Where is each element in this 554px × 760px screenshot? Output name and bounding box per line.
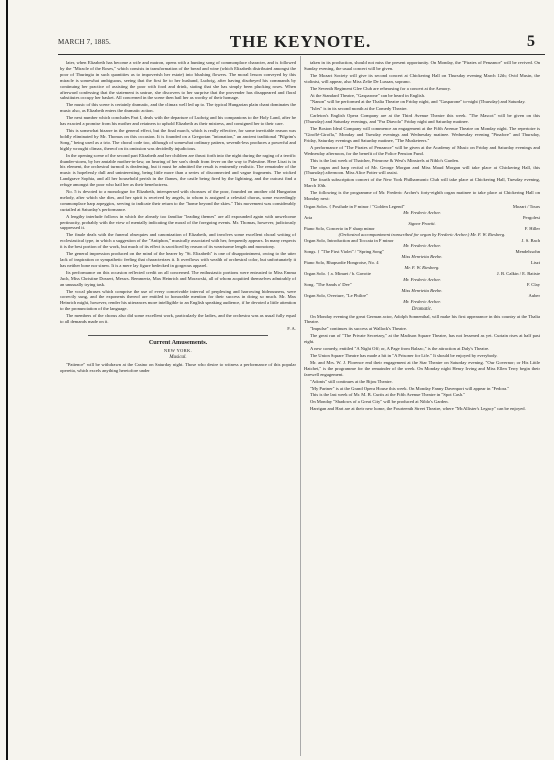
issue-date: MARCH 7, 1885. [58,38,111,46]
program-piece: Aria [304,215,313,221]
column-divider [300,56,301,756]
news-paragraph: This is the last week of Mr. M. B. Curtis at the Fifth Avenue Theatre in "Spot Cash." [310,392,466,398]
news-paragraph: The great run of "The Private Secretary," at the Madison Square Theatre, has not lessened as yet. Curtain rises at half past eight. [304,333,540,345]
page-header [58,32,543,52]
program-composer: Mozart / Tours [512,203,540,209]
program-composer: F. Clay [526,282,540,288]
news-paragraph: The Mozart Society will give its second concert at Chickering Hall on Thursday evening March 12th; Ovid Musin, the violinist, will appear, also Miss Zelie De Lussan, soprano. [304,72,540,84]
news-paragraph: "My Partner" is at the Grand Opera House this week. On Monday Fanny Davenport will appear in "Fedora." [310,385,510,391]
dramatic-heading: Dramatic. [411,306,433,312]
left-column [60,60,296,754]
news-paragraph: "Impulse" continues its success at Wallack's Theatre. [310,326,408,332]
program-piece: Songs. { "The First Violet" / "Spring Song" [304,248,384,254]
news-paragraph: Harrigan and Hart are at their new home, the Fourteenth Street Theatre, where "McAllister's Legacy" can be enjoyed. [310,406,526,412]
news-paragraph: A performance of "The Pirates of Penzance" will be given at the Academy of Music on Friday and Saturday evenings and Wednesday afternoon, for the benefit of the Police Pension Fund. [304,144,540,156]
program-composer: Mendelssohn [515,248,540,254]
news-paragraph: On Monday evening the great German actor, Adolph Sonnenthal, will make his first appearance in this country at the Thalia Theatre. [304,313,540,325]
news-items [304,60,540,202]
article-paragraph: The music of this scene is certainly dramatic, and the climax well led up to. The typical Hungarian plain chant dominates the music also, as Elizabeth enters the dramatic action. [60,102,296,114]
program-performer: (Orchestral accompaniment transcribed for organ by Frederic Archer.) Mr. F. W. Riesberg. [338,231,506,237]
news-paragraph: The Union Square Theatre has made a hit in "A Prisoner for Life." It should be enjoyed by everybody. [310,352,498,358]
article-paragraph: This is somewhat bizarre in the general effect, but the final march, which is really effective, for some inevitable reason was boldly eliminated by Mr. Thomas on this occasion. It is founded on a Gregorian "intonation," an ancient traditional "Pilgrim's Song," being used as a trio. The choral code too, although of somewhat ordinary pattern, seventh-less produces a powerful and highly wrought climax, thereof on its omission was decidedly injudicious. [60,127,296,151]
program-piece: Song. "The Sands o' Dee" [304,282,352,288]
program-composer: J. B. Calkin / E. Batiste [496,271,540,277]
city-heading: NEW YORK. [163,347,193,353]
news-paragraph: "Nanon" will be performed at the Thalia Theatre on Friday night, and "Gasparone" to-night (Thursday) and Saturday. [310,99,526,105]
news-paragraph: This is the last week of Thatcher, Primrose & West's Minstrels at Niblo's Garden. [310,157,460,163]
program-performer: Signor Praetti. [408,220,436,226]
news-paragraph: The Seventh Regiment Glee Club are rehearsing for a concert at the Armory. [310,85,451,91]
news-paragraph: At the Standard Theatre, "Gasparone" can be heard in English. [310,92,426,98]
news-paragraph: A new comedy, entitled "A Night Off; or, A Page from Balzac," is the attraction at Daly's Theatre. [310,346,490,352]
program-piece: Organ Solo, Overture, "Le Philtre" [304,293,368,299]
masthead-title: THE KEYNOTE. [229,32,372,51]
program-performer: Mr. Frederic Archer. [403,209,441,215]
news-paragraph: The fourth subscription concert of the New York Philharmonic Club will take place at Chickering Hall, Tuesday evening, March 10th. [304,177,540,189]
program-performer: Miss Henrietta Beebe. [401,287,443,293]
news-paragraph: The Boston Ideal Company will commence an engagement at the Fifth Avenue Theatre on Monday night. The repertoire is "Giroflé-Girofla," Monday and Tuesday evenings and Wednesday matinee. Wednesday evening "Pinafore" and Thursday, Friday, Saturday evenings and Saturday matinee, "The Musketeers." [304,126,540,143]
program-composer: Liszt [530,259,540,265]
article-paragraph: No. 5 is devoted to a monologue for Elizabeth, interspersed with choruses of the poor, founded on another old Hungarian melody, after which she dies, and her spirit is received by angels, to whom is assigned a celestial chorus, some exceedingly commonplace harp arpeggios, serving to indicate their return to the "home beyond the skies." This movement was considerably curtailed at Saturday's performance. [60,189,296,212]
article-paragraph: The vocal phrases which comprise the use of every conceivable interval of perplexing and harrowing hideousness, were correctly sung, and the exponents thereof are entitled to honorable mention for their success in doing so much. Mr. Max Heinrich might, however, render his utterances more intelligible to an English speaking audience, if he devoted a little attention to the pronunciation of the language. [60,288,296,312]
binding-edge [6,0,8,760]
article-paragraph: The general impression produced on the mind of the hearer by "St. Elizabeth" is one of disappointment, owing to the utter lack of inspiration or sympathetic feeling that characterizes it. It overflows with wealth of orchestral color, but unfortunately it has neither bone nor sinew. It is a mere lay figure bedecked in gorgeous apparel. [60,251,296,268]
news-paragraph: Mr. and Mrs. W. J. Florence end their engagement at the Star Theatre on Saturday evening. "Our Governor; or His Little Hatchet," is the programme for the remainder of the week. On Monday night Henry Irving and Miss Ellen Terry begin their farewell engagement. [304,359,540,377]
program-composer: J. S. Bach [521,237,540,243]
page-number: 5 [527,33,535,50]
review-text [60,60,296,325]
program-composer: F. Hiller [524,226,540,232]
news-paragraph: On Monday "Shadows of a Great City" will be produced at Niblo's Garden. [310,399,449,405]
article-paragraph: The next number which concludes Part I, deals with the departure of Ludwig and his companions to the Holy Land, after he has exacted a promise from his mother and retainers to uphold Elizabeth as their mistress, and consigned her to their care. [60,115,296,127]
program-piece: Organ Solo. { a. Minuet / b. Gavotte [304,271,371,277]
program-performer: Mr. Frederic Archer. [403,243,441,249]
subsection-heading: Musical. [169,354,187,360]
news-paragraph: "Isles" is in its second month at the Comedy Theatre. [310,106,408,112]
news-paragraph: The following is the programme of Mr. Frederic Archer's forty-eighth organ matinee to take place at Chickering Hall on Monday next: [304,190,540,202]
news-paragraph: "Adonis" still continues at the Bijou Theatre. [310,378,393,384]
news-paragraph: The organ and harp recital of Mr. George Morgan and Miss Maud Morgan will take place at Chickering Hall, this (Thursday) afternoon. Miss Alice Potter will assist. [304,164,540,176]
program-piece: Organ Solos. { Postlude in F minor / "Golden Legend" [304,203,405,209]
article-paragraph: The members of the chorus also did some excellent work, particularly the ladies, and the orchestra was as usual fully equal to all demands made on it. [60,313,296,325]
article-paragraph: A lengthy interlude follows in which the already too familiar "leading themes" are all expounded again with unwelcome pertinacity, probably with the view of mentally indicating the moral of the foregoing events. Mr. Thomas, however, judiciously suppressed it. [60,213,296,231]
program-composer: Auber [528,293,540,299]
section-title: Current Amusements. [148,338,208,346]
article-paragraph: "Patience" will be withdrawn at the Casino on Saturday night. Those who desire to witness a performance of this popular operetta, which excels anything heretofore under [60,361,296,373]
article-paragraph: In the opening scene of the second part Elizabeth and her children are thrust forth into the night during the raging of a terrific thunder-storm, by her amiable mother-in-law, on hearing of her son's death from fever on the way to Palestine. Here Liszt is in his element, the orchestral turmoil is deafening, but it must be admitted the result is eminently realistic. The remainder of the music is hopelessly dull and uninteresting, being little more than a series of disconnected and vague fragments. The wicked Landgrave Sophia, and all her household perish in the flames, the castle being fired by the lightning, and the outcast find a refuge amongst the poor who hail her as their benefactress. [60,152,296,188]
article-paragraph: Its performance on this occasion reflected credit on all concerned. The enthusiastic portions were entrusted to Miss Emma Juch, Miss Christine Dossert, Messrs. Remmertz, Max Heinrich and Morawski, all of whom acquitted themselves admirably of an unusually trying task. [60,269,296,287]
program-performer: Mr. Frederic Archer. [403,299,441,305]
program-performer: Mr. F. W. Riesberg. [404,265,440,271]
dramatic-items [304,314,540,413]
program-composer: Pergolesi [522,215,540,221]
program-piece: Piano Solo, Rhapsodie Hongroise, No. 4 [304,259,379,265]
header-rule [58,54,545,55]
program-piece: Organ Solo, Introduction and Toccata in F minor [304,237,394,243]
article-paragraph: The finale deals with the funeral obsequies and canonization of Elizabeth, and involves some excellent choral writing of ecclesiastical type, in which a suggestion of the "Antiphon," musically associated with her, frequently appears. In many respects it is the best portion of the work, but much of its effect is sacrificed by reason of its wearisome length and monotony. [60,232,296,250]
section-rule [88,335,268,336]
program-performer: Miss Henrietta Beebe. [401,254,443,260]
concert-program [304,204,540,305]
news-paragraph: taken in its production, should not miss the present opportunity. On Monday, the "Pirates of Penzance" will be revived. On Sunday evening, the usual concert will be given. [304,60,540,71]
article-paragraph: later, when Elizabeth has become a wife and matron, opens with a hunting song of commonplace character, and is followed by the "Miracle of the Roses," which consists in transformation of the bread and wine (which Elizabeth distributed amongst the poor of Thuringia in such quantities as to impoverish her estate) into blushing flowers. The moral lesson conveyed by this miracle is somewhat ambiguous, seeing that the first lie to her husband, Ludwig, after having disobeyed his commands by continuing her practice of assisting the poor with food and drink, stating that she has simply been plucking roses. When afterward confessing that the statement is untrue, she discovers to her surprise that the provender has disappeared and floral substitutes occupy her basket. All concerned in the scene then hail her as worthy of their homage. [60,60,296,101]
news-paragraph: Carleton's English Opera Company are at the Third Avenue Theatre this week. "The Mascot" will be given on this (Thursday) and Saturday evenings, and "Fra Diavolo" Friday night and Saturday matinee. [304,113,540,125]
review-signature: F. A. [287,325,296,331]
program-piece: Piano Solo, Concerto in F sharp minor [304,226,375,232]
program-performer: Mr. Frederic Archer. [403,276,441,282]
right-column [304,60,540,754]
